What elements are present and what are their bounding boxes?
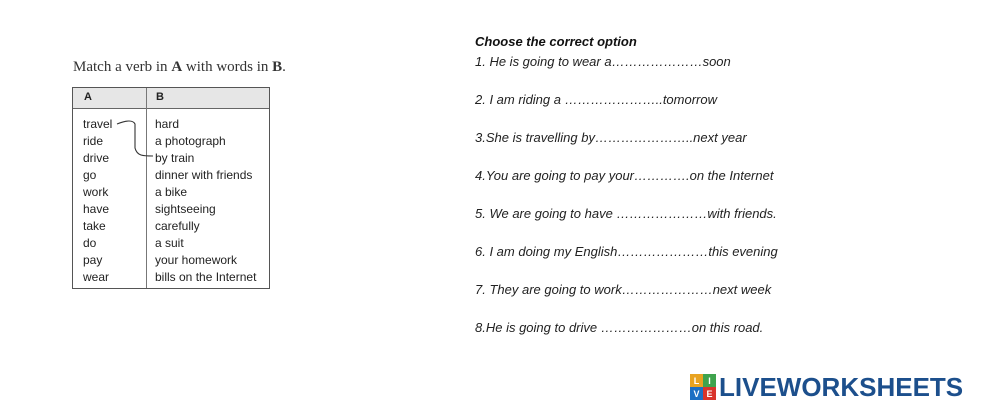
liveworksheets-logo	[690, 372, 963, 402]
verb-item: have	[83, 202, 110, 216]
verbs-column	[83, 116, 112, 286]
phrase-item: dinner with friends	[155, 168, 253, 182]
logo-letter-l: L	[690, 374, 703, 387]
logo-mark-icon	[690, 374, 716, 400]
exercise-a-instruction: Match a verb in A with words in B.	[73, 59, 286, 75]
phrase-item: sightseeing	[155, 202, 216, 216]
phrase-item: bills on the Internet	[155, 270, 257, 284]
verb-item: do	[83, 236, 97, 250]
question-2: 2. I am riding a …………………..tomorrow	[475, 92, 717, 107]
phrases-column	[155, 116, 256, 286]
logo-letter-i: I	[703, 374, 716, 387]
phrase-item: by train	[155, 151, 195, 165]
question-8: 8.He is going to drive …………………on this road.	[475, 320, 764, 335]
phrase-item: your homework	[155, 253, 238, 267]
question-7: 7. They are going to work…………………next week	[475, 282, 772, 297]
verb-item: work	[83, 185, 109, 199]
verb-item: pay	[83, 253, 103, 267]
phrase-item: a photograph	[155, 134, 226, 148]
column-b-header: B	[156, 91, 164, 103]
verb-item: go	[83, 168, 97, 182]
column-a-header: A	[84, 91, 92, 103]
table-header-row	[73, 88, 269, 109]
match-table	[72, 87, 270, 289]
example-connector-line	[115, 118, 155, 162]
verb-item: wear	[83, 270, 110, 284]
question-5: 5. We are going to have …………………with friends.	[475, 206, 777, 221]
verb-item: ride	[83, 134, 104, 148]
exercise-b-heading: Choose the correct option	[475, 34, 637, 49]
phrase-item: hard	[155, 117, 180, 131]
verb-item: drive	[83, 151, 110, 165]
question-6: 6. I am doing my English…………………this evening	[475, 244, 778, 259]
logo-text: LIVEWORKSHEETS	[719, 371, 964, 402]
verb-item: travel	[83, 117, 113, 131]
question-1: 1. He is going to wear a…………………soon	[475, 54, 731, 69]
verb-item: take	[83, 219, 106, 233]
logo-letter-v: V	[690, 387, 703, 400]
question-3: 3.She is travelling by…………………..next year	[475, 130, 747, 145]
phrase-item: a bike	[155, 185, 188, 199]
question-4: 4.You are going to pay your………….on the Internet	[475, 168, 774, 183]
logo-letter-e: E	[703, 387, 716, 400]
phrase-item: carefully	[155, 219, 200, 233]
phrase-item: a suit	[155, 236, 184, 250]
